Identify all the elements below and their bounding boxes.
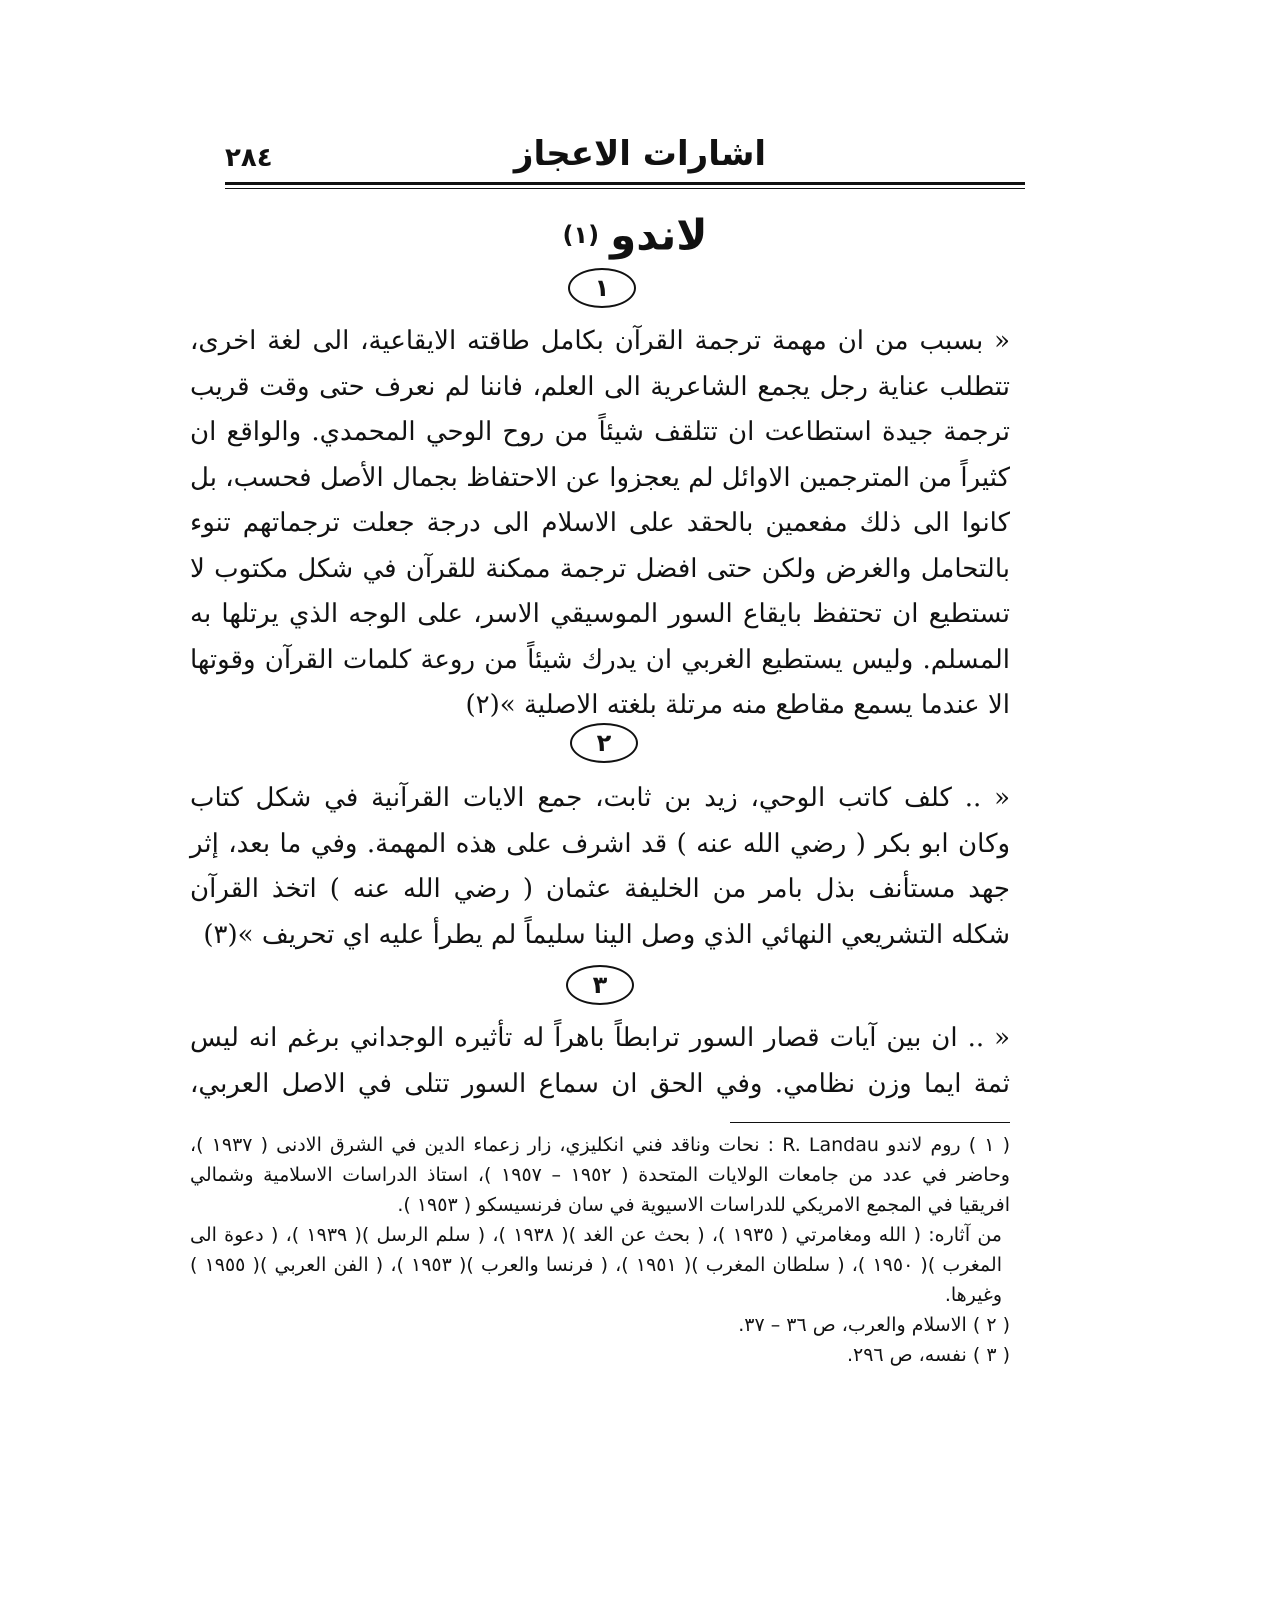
- running-title: اشارات الاعجاز: [513, 134, 767, 174]
- section-2-text: « .. كلف كاتب الوحي، زيد بن ثابت، جمع الايات القرآنية في شكل كتاب وكان ابو بكر ( رضي الله عنه ) قد اشرف على هذه المهمة. وفي ما بعد، إثر جهد مستأنف بذل بامر من الخليفة عثمان ( رضي الله عنه ) اتخذ القرآن شكله التشريعي النهائي الذي وصل الينا سليماً لم يطرأ عليه اي تحريف »(٣): [190, 783, 1010, 950]
- author-footnote-ref: (١): [562, 221, 600, 249]
- section-1-text: « بسبب من ان مهمة ترجمة القرآن بكامل طاقته الايقاعية، الى لغة اخرى، تتطلب عناية رجل يجمع الشاعرية الى العلم، فاننا لم نعرف حتى وقت قريب ترجمة جيدة استطاعت ان تتلقف شيئاً من روح الوحي المحمدي. والواقع ان كثيراً من المترجمين الاوائل لم يعجزوا عن الاحتفاظ بجمال الأصل فحسب، بل كانوا الى ذلك مفعمين بالحقد على الاسلام الى درجة جعلت ترجماتهم تنوء بالتحامل والغرض ولكن حتى افضل ترجمة ممكنة للقرآن في شكل مكتوب لا تستطيع ان تحتفظ بايقاع السور الموسيقي الاسر، على الوجه الذي يرتلها به المسلم. وليس يستطيع الغربي ان يدرك شيئاً من روعة كلمات القرآن وقوتها الا عندما يسمع مقاطع منه مرتلة بلغته الاصلية »(٢): [190, 326, 1010, 720]
- footnote-1-works: من آثاره: ( الله ومغامرتي ( ١٩٣٥ )، ( بحث عن الغد )( ١٩٣٨ )، ( سلم الرسل )( ١٩٣٩ )، ( دعوة الى المغرب )( ١٩٥٠ )، ( سلطان المغرب )( ١٩٥١ )، ( فرنسا والعرب )( ١٩٥٣ )، ( الفن العربي )( ١٩٥٥ ) وغيرها.: [190, 1224, 1002, 1306]
- footnote-separator: [730, 1122, 1010, 1123]
- author-name: لاندو: [610, 210, 708, 260]
- footnote-3: ( ٣ ) نفسه، ص ٢٩٦.: [846, 1344, 1010, 1366]
- section-number-3: ٣: [566, 965, 634, 1005]
- page-header: [225, 128, 1025, 180]
- footnotes: [190, 1130, 1010, 1370]
- footnote-2: ( ٢ ) الاسلام والعرب، ص ٣٦ – ٣٧.: [738, 1314, 1010, 1336]
- section-number-2: ٢: [570, 723, 638, 763]
- page-number: ٢٨٤: [225, 143, 273, 173]
- header-rule-thin: [225, 188, 1025, 189]
- section-3-text: « .. ان بين آيات قصار السور ترابطاً باهراً له تأثيره الوجداني برغم انه ليس ثمة ايما وزن نظامي. وفي الحق ان سماع السور تتلى في الاصل العربي،: [190, 1023, 1010, 1099]
- author-heading: [425, 205, 845, 274]
- section-number-1: ١: [568, 268, 636, 308]
- footnote-1: ( ١ ) روم لاندو R. Landau : نحات وناقد فني انكليزي، زار زعماء الدين في الشرق الادنى ( ١٩٣٧ )، وحاضر في عدد من جامعات الولايات المتحدة ( ١٩٥٢ – ١٩٥٧ )، استاذ الدراسات الاسلامية وشمالي افريقيا في المجمع الامريكي للدراسات الاسيوية في سان فرنسيسكو ( ١٩٥٣ ).: [190, 1134, 1011, 1216]
- header-rule: [225, 182, 1025, 185]
